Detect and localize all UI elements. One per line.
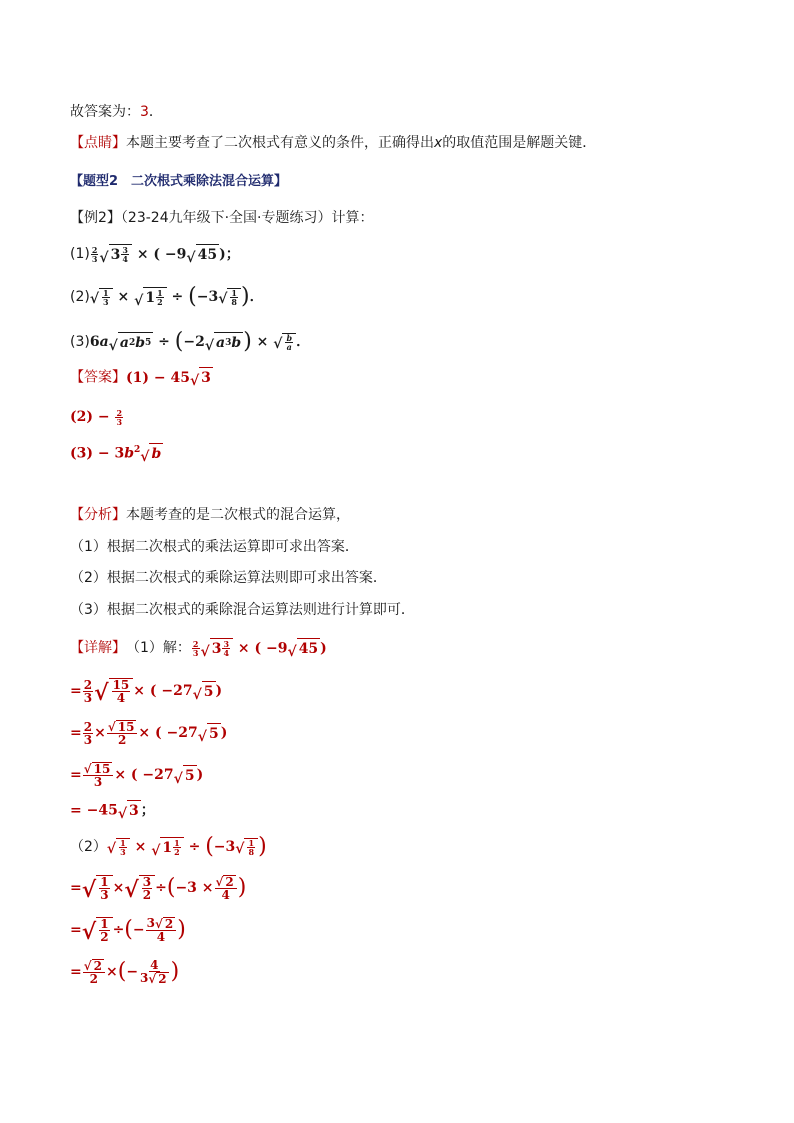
- dianjing-line: [70, 133, 596, 153]
- detail-1-step-2: = 2 3 × √ 15 2 × ( −27 √ 5 ): [70, 719, 228, 747]
- analysis-line: [70, 505, 350, 525]
- answer-3: $(3) - 3b^2$ √ b: [70, 445, 162, 466]
- problem-3: [70, 327, 310, 357]
- recap-suffix: ．: [148, 104, 163, 120]
- section-title: 【题型2 二次根式乘除法混合运算】: [70, 174, 288, 189]
- problem-1-expr: $\frac{2}{3}$ √ 3 3 4 × ( −9 √ 45 )；: [91, 244, 240, 266]
- problem-3-label: (3): [70, 334, 90, 350]
- answer-tag: 【答案】: [70, 369, 126, 386]
- detail-1-step-1: = 2 3 √ 15 4 × ( −27 √ 5 ): [70, 677, 223, 706]
- dianjing-tag: 【点睛】: [70, 135, 126, 151]
- detail-2-header: [70, 832, 267, 862]
- analysis-text: 本题考查的是二次根式的混合运算，: [126, 507, 350, 523]
- detail-1-result: = −45 √ 3 ；: [70, 800, 155, 821]
- detail-tag: 【详解】: [70, 640, 126, 656]
- problem-1: [70, 240, 240, 268]
- detail-1-header: [70, 634, 327, 662]
- answer-2: (2) − $\frac{2}{3}$: [70, 407, 123, 427]
- problem-2-expr: √ 1 3 × √ 1 1 2 ÷ (−3 √ 1 8 )．: [89, 284, 264, 309]
- analysis-tag: 【分析】: [70, 507, 126, 523]
- detail-2-expr: √ 1 3 × √ 1 1 2 ÷ (−3 √ 1 8 ): [106, 834, 267, 859]
- analysis-step-3: （3）根据二次根式的乘除混合运算法则进行计算即可．: [70, 602, 415, 618]
- problem-2-label: (2): [70, 289, 90, 305]
- detail-2-label: （2）: [70, 839, 107, 855]
- example-source: （23-24九年级下·全国·专题练习）计算：: [120, 210, 374, 226]
- dianjing-text: 本题主要考查了二次根式有意义的条件，正确得出: [126, 135, 434, 151]
- dianjing-text2: 的取值范围是解题关键．: [442, 135, 597, 151]
- answer-1: 【答案】(1) − 45 √ 3: [70, 367, 213, 388]
- answer-3-text: (3) − 3: [70, 445, 125, 462]
- recap-prefix: 故答案为：: [70, 104, 140, 120]
- answer-1-text: (1) − 45: [126, 369, 190, 386]
- example-tag: 【例2】: [70, 210, 121, 226]
- recap-value: 3: [140, 104, 149, 120]
- example-line: [70, 208, 374, 228]
- detail-2-step-3: = √ 2 2 × ( − 4 3 √ 2 ): [70, 958, 180, 986]
- detail-1-step-3: = √ 15 3 × ( −27 √ 5 ): [70, 762, 204, 789]
- detail-2-step-2: = √ 1 2 ÷ ( − 3 √ 2 4 ): [70, 916, 186, 945]
- problem-3-expr: 6a √ a 2 b 5 ÷ (−2 √ a 3 b ) × √ b a ．: [89, 329, 311, 354]
- detail-2-step-1: = √ 1 3 × √ 3 2 ÷ ( −3 × √ 2 4 ): [70, 875, 247, 903]
- detail-1-label: （1）解：: [126, 640, 191, 656]
- problem-2: [70, 282, 264, 312]
- detail-1-expr: $\frac{2}{3}$ √ 3 3 4 × ( −9 √ 45 ): [192, 638, 327, 660]
- answer-2-text: (2) −: [70, 409, 110, 425]
- answer-recap: [70, 102, 163, 122]
- analysis-step-2: （2）根据二次根式的乘除运算法则即可求出答案．: [70, 570, 387, 586]
- analysis-step-1: （1）根据二次根式的乘法运算即可求出答案．: [70, 539, 359, 555]
- problem-1-label: (1): [70, 246, 90, 262]
- dianjing-var: x: [434, 135, 443, 151]
